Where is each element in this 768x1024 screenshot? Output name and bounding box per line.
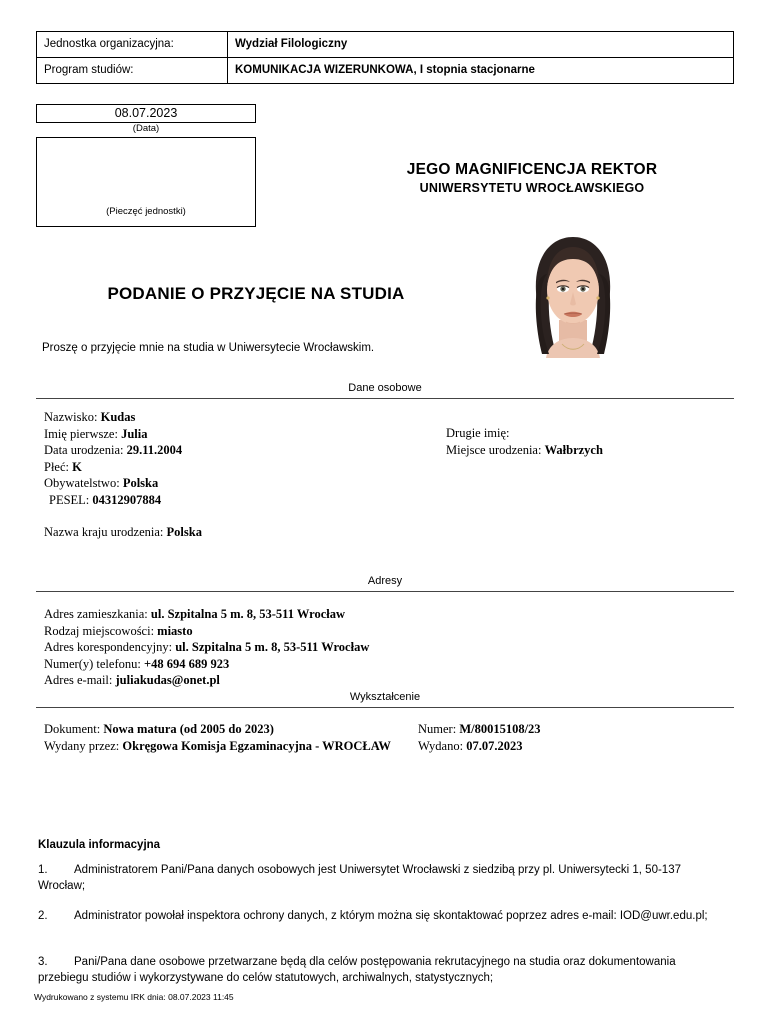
field-surname xyxy=(44,409,424,426)
section-header-education xyxy=(36,690,734,708)
field-value: ul. Szpitalna 5 m. 8, 53-511 Wrocław xyxy=(150,607,346,621)
field-label: Numer(y) telefonu: xyxy=(44,656,141,671)
field-label: Adres zamieszkania: xyxy=(44,607,148,621)
field-value: 29.11.2004 xyxy=(126,443,183,457)
field-email xyxy=(44,672,544,689)
section-label: Dane osobowe xyxy=(348,382,422,394)
klauzula-item-1 xyxy=(38,862,728,894)
education-right-column xyxy=(418,721,718,754)
applicant-photo xyxy=(518,228,628,358)
field-label: Imię pierwsze: xyxy=(44,426,118,441)
field-label: Data urodzenia: xyxy=(44,443,124,457)
addresses-column xyxy=(44,606,544,689)
field-value: Wałbrzych xyxy=(544,442,603,457)
field-issued-by xyxy=(44,738,394,755)
unit-value: Wydział Filologiczny xyxy=(228,32,734,58)
klauzula-item-2 xyxy=(38,908,728,924)
field-label: Rodzaj miejscowości: xyxy=(44,623,155,638)
page-title: PODANIE O PRZYJĘCIE NA STUDIA xyxy=(107,284,405,303)
field-middle-name xyxy=(446,425,736,442)
rector-line-1: JEGO MAGNIFICENCJA REKTOR xyxy=(406,161,658,178)
field-value: Polska xyxy=(122,476,159,490)
field-value: Okręgowa Komisja Egzaminacyjna - WROCŁAW xyxy=(122,738,391,753)
field-document xyxy=(44,721,394,738)
field-citizenship xyxy=(44,475,424,492)
field-label: Wydano: xyxy=(418,738,464,753)
klauzula-item-3 xyxy=(38,954,728,986)
field-label: Wydany przez: xyxy=(44,738,120,753)
rector-heading xyxy=(330,160,734,196)
item-text: Pani/Pana dane osobowe przetwarzane będą dla celów postępowania rekrutacyjnego na studia oraz dokumentowania przebiegu studiów i wykorzystywane do celów statutowych, archiwalnych, statystycznych; xyxy=(38,956,676,984)
section-label: Adresy xyxy=(367,575,403,587)
field-value: 04312907884 xyxy=(92,492,162,507)
field-label: Nazwisko: xyxy=(44,410,98,424)
section-rule xyxy=(36,591,734,592)
section-label: Wykształcenie xyxy=(349,691,421,703)
program-label: Program studiów: xyxy=(37,58,228,84)
klauzula-title: Klauzula informacyjna xyxy=(38,839,161,851)
field-document-number xyxy=(418,721,718,738)
table-row xyxy=(37,32,734,58)
field-birth-date xyxy=(44,442,424,459)
stamp-caption: (Pieczęć jednostki) xyxy=(106,206,186,217)
item-number: 2. xyxy=(38,910,48,922)
date-box: 08.07.2023 xyxy=(36,104,256,123)
education-left-column xyxy=(44,721,394,754)
field-value: +48 694 689 923 xyxy=(143,656,230,671)
table-row xyxy=(37,58,734,84)
field-first-name xyxy=(44,426,424,443)
unit-label: Jednostka organizacyjna: xyxy=(37,32,228,58)
field-phone xyxy=(44,656,544,673)
item-number: 3. xyxy=(38,956,48,968)
field-label: Adres e-mail: xyxy=(44,673,113,687)
field-label: Drugie imię: xyxy=(446,426,510,440)
section-rule xyxy=(36,707,734,708)
field-label: Adres korespondencyjny: xyxy=(44,640,173,654)
field-label: Numer: xyxy=(418,722,457,736)
field-value: Polska xyxy=(166,525,202,539)
field-value: Nowa matura (od 2005 do 2023) xyxy=(103,722,274,736)
print-footer: Wydrukowano z systemu IRK dnia: 08.07.2023 11:45 xyxy=(34,992,234,1002)
field-locality-type xyxy=(44,623,544,640)
field-value: 07.07.2023 xyxy=(466,738,523,753)
field-issue-date xyxy=(418,738,718,755)
field-label: Płeć: xyxy=(44,459,69,474)
field-birth-place xyxy=(446,442,736,459)
date-caption: (Data) xyxy=(132,123,160,134)
section-rule xyxy=(36,398,734,399)
field-label: Obywatelstwo: xyxy=(44,476,120,490)
field-birth-country xyxy=(44,524,424,541)
field-value: Kudas xyxy=(100,410,136,424)
item-number: 1. xyxy=(38,864,48,876)
section-header-personal xyxy=(36,381,734,399)
field-value: Julia xyxy=(121,426,148,441)
stamp-box xyxy=(36,137,256,227)
field-value: M/80015108/23 xyxy=(459,722,541,736)
rector-line-2: UNIWERSYTETU WROCŁAWSKIEGO xyxy=(419,181,645,195)
item-text: Administrator powołał inspektora ochrony danych, z którym można się skontaktować poprzez adres e-mail: IOD@uwr.edu.pl; xyxy=(74,910,708,922)
field-label: Dokument: xyxy=(44,722,101,736)
field-correspondence-address xyxy=(44,639,544,656)
item-text: Administratorem Pani/Pana danych osobowych jest Uniwersytet Wrocławski z siedzibą przy pl. Uniwersytecki 1, 50-137 Wrocław; xyxy=(38,864,681,892)
intro-text: Proszę o przyjęcie mnie na studia w Uniwersytecie Wrocławskim. xyxy=(42,342,375,354)
section-header-addresses xyxy=(36,574,734,592)
personal-left-column xyxy=(44,409,424,541)
field-residence-address xyxy=(44,606,544,623)
field-value: miasto xyxy=(157,623,193,638)
field-value: K xyxy=(72,459,82,474)
field-label: Nazwa kraju urodzenia: xyxy=(44,525,164,539)
field-value: juliakudas@onet.pl xyxy=(115,673,220,687)
field-label: PESEL: xyxy=(49,492,90,507)
header-table xyxy=(36,31,734,84)
field-value: ul. Szpitalna 5 m. 8, 53-511 Wrocław xyxy=(175,640,370,654)
personal-right-column xyxy=(446,425,736,458)
field-pesel xyxy=(44,492,424,509)
field-gender xyxy=(44,459,424,476)
program-value: KOMUNIKACJA WIZERUNKOWA, I stopnia stacjonarne xyxy=(228,58,734,84)
field-label: Miejsce urodzenia: xyxy=(446,442,542,457)
